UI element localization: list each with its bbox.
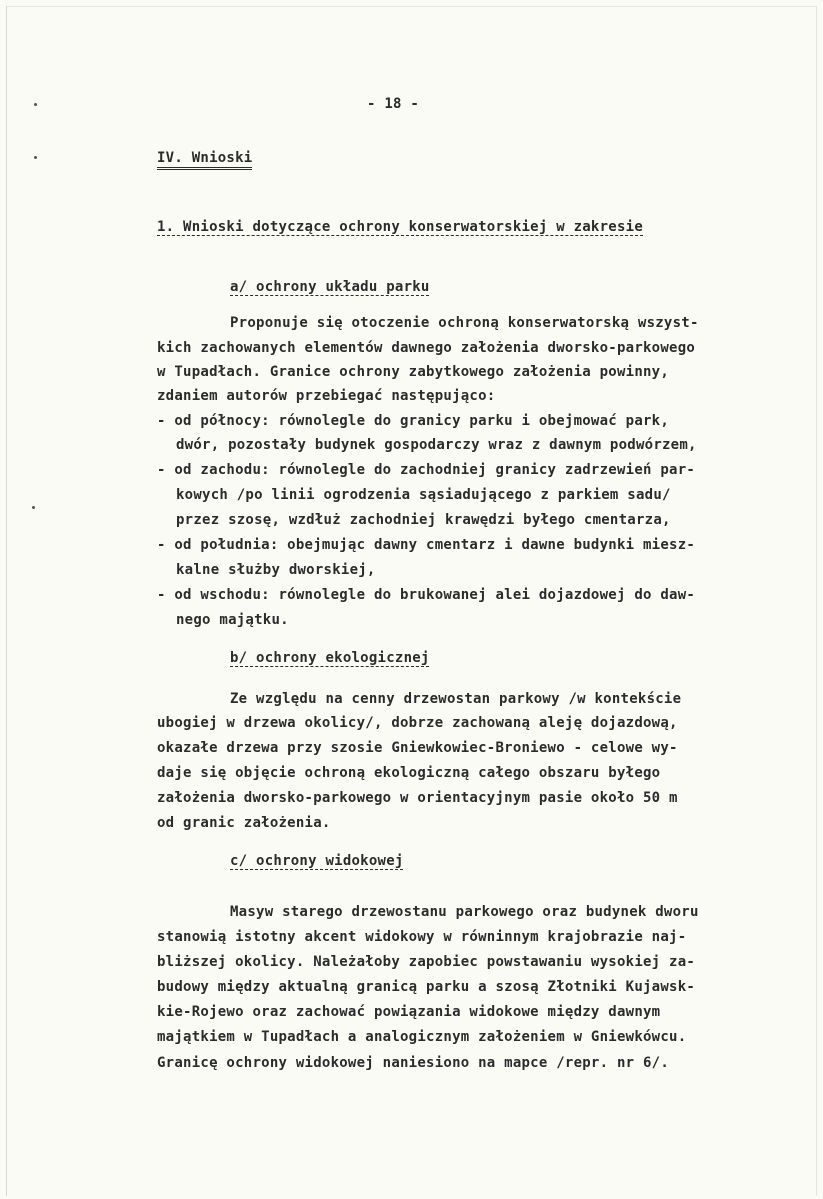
- list-item-continuation: nego majątku.: [176, 612, 289, 628]
- margin-mark: [32, 506, 35, 509]
- margin-mark: [34, 156, 37, 159]
- paragraph-line: Granicę ochrony widokowej naniesiono na mapce /repr. nr 6/.: [157, 1055, 670, 1071]
- margin-mark: [34, 103, 37, 106]
- paragraph-line: okazałe drzewa przy szosie Gniewkowiec-Broniewo - celowe wy-: [157, 740, 678, 756]
- paragraph-line: daje się objęcie ochroną ekologiczną całego obszaru byłego: [157, 765, 661, 781]
- list-item-continuation: dwór, pozostały budynek gospodarczy wraz z dawnym podwórzem,: [176, 437, 697, 453]
- part-a-label: a/ ochrony układu parku: [230, 279, 430, 295]
- paragraph-line: kie-Rojewo oraz zachować powiązania widokowe między dawnym: [157, 1004, 661, 1020]
- paragraph-line: bliższej okolicy. Należałoby zapobiec powstawaniu wysokiej za-: [157, 954, 696, 970]
- paragraph-line: majątkiem w Tupadłach a analogicznym założeniem w Gniewkówcu.: [157, 1029, 687, 1045]
- list-item: - od wschodu: równolegle do brukowanej alei dojazdowej do daw-: [157, 587, 696, 603]
- paragraph-line: kich zachowanych elementów dawnego założenia dworsko-parkowego: [157, 340, 696, 356]
- paragraph-line: Ze względu na cenny drzewostan parkowy /w kontekście: [230, 691, 682, 707]
- paragraph-line: założenia dworsko-parkowego w orientacyjnym pasie około 50 m: [157, 790, 678, 806]
- list-item: - od południa: obejmując dawny cmentarz i dawne budynki miesz-: [157, 537, 696, 553]
- page-number: - 18 -: [367, 96, 420, 112]
- paragraph-line: od granic założenia.: [157, 815, 331, 831]
- paragraph-line: ubogiej w drzewa okolicy/, dobrze zachowaną aleję dojazdową,: [157, 715, 678, 731]
- list-item: - od północy: równolegle do granicy parku i obejmować park,: [157, 413, 670, 429]
- paragraph-line: Masyw starego drzewostanu parkowego oraz budynek dworu: [230, 904, 699, 920]
- list-item-continuation: kowych /po linii ogrodzenia sąsiadującego z parkiem sadu/: [176, 487, 671, 503]
- section-title: [157, 150, 252, 170]
- paragraph-line: stanowią istotny akcent widokowy w równinnym krajobrazie naj-: [157, 929, 687, 945]
- part-c-label: c/ ochrony widokowej: [230, 853, 404, 869]
- section-title-text: IV. Wnioski: [157, 151, 252, 170]
- list-item-continuation: przez szosę, wzdłuż zachodniej krawędzi byłego cmentarza,: [176, 512, 671, 528]
- paragraph-line: budowy między aktualną granicą parku a szosą Złotniki Kujawsk-: [157, 979, 696, 995]
- paragraph-line: zdaniem autorów przebiegać następująco:: [157, 388, 496, 404]
- list-item-continuation: kalne służby dworskiej,: [176, 562, 376, 578]
- paragraph-line: w Tupadłach. Granice ochrony zabytkowego założenia powinny,: [157, 364, 670, 380]
- part-b-label: b/ ochrony ekologicznej: [230, 650, 430, 666]
- paragraph-line: Proponuje się otoczenie ochroną konserwatorską wszyst-: [230, 315, 699, 331]
- subsection-title: 1. Wnioski dotyczące ochrony konserwatorskiej w zakresie: [157, 219, 644, 235]
- list-item: - od zachodu: równolegle do zachodniej granicy zadrzewień par-: [157, 462, 696, 478]
